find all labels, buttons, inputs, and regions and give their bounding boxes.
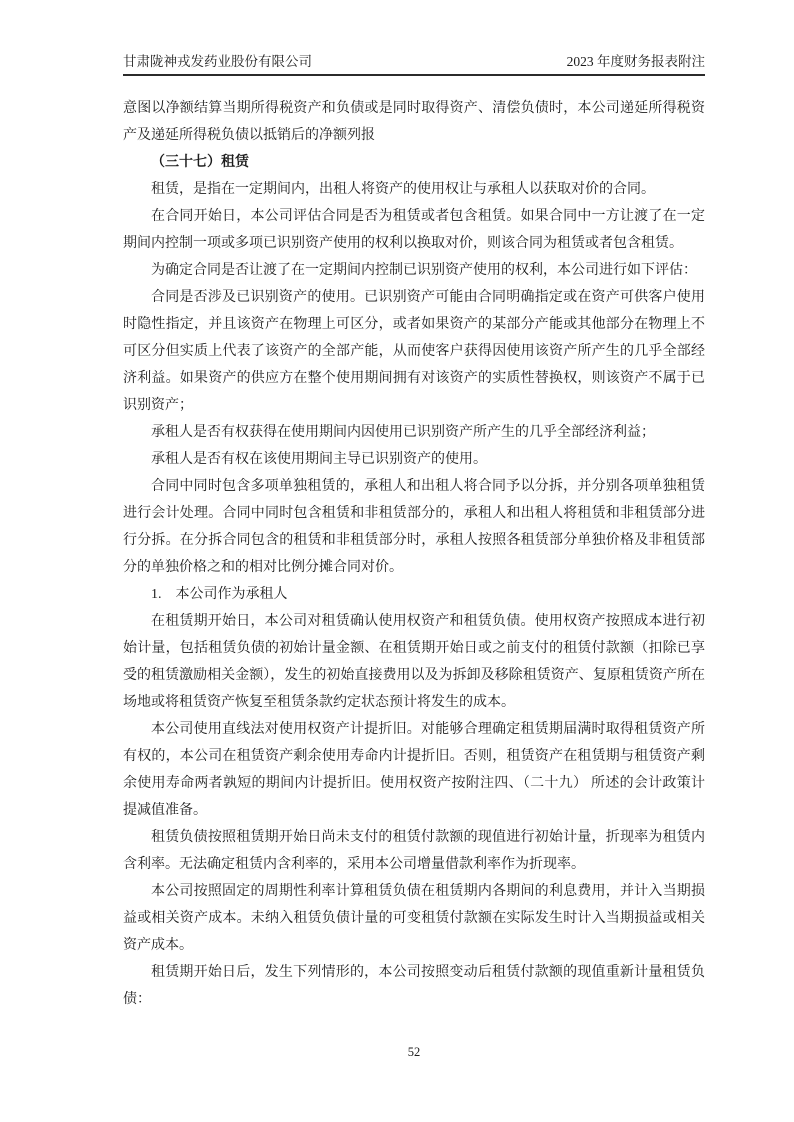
paragraph: 在租赁期开始日，本公司对租赁确认使用权资产和租赁负债。使用权资产按照成本进行初始计量，包括租赁负债的初始计量金额、在租赁期开始日或之前支付的租赁付款额（扣除已享受的租赁激励相关金额），发生的初始直接费用以及为拆卸及移除租赁资产、复原租赁资产所在场地或将租赁资产恢复至租赁条款约定状态预计将发生的成本。	[123, 614, 705, 710]
paragraph: 本公司按照固定的周期性利率计算租赁负债在租赁期内各期间的利息费用，并计入当期损益或相关资产成本。未纳入租赁负债计量的可变租赁付款额在实际发生时计入当期损益或相关资产成本。	[123, 884, 705, 953]
paragraph: 在合同开始日，本公司评估合同是否为租赁或者包含租赁。如果合同中一方让渡了在一定期间内控制一项或多项已识别资产使用的权利以换取对价，则该合同为租赁或者包含租赁。	[123, 209, 705, 251]
paragraph: 合同是否涉及已识别资产的使用。已识别资产可能由合同明确指定或在资产可供客户使用时隐性指定，并且该资产在物理上可区分，或者如果资产的某部分产能或其他部分在物理上不可区分但实质上代表了该资产的全部产能，从而使客户获得因使用该资产所产生的几乎全部经济利益。如果资产的供应方在整个使用期间拥有对该资产的实质性替换权，则该资产不属于已识别资产；	[123, 290, 705, 413]
paragraph: 承租人是否有权获得在使用期间内因使用已识别资产所产生的几乎全部经济利益；	[151, 425, 655, 440]
paragraph: 1. 本公司作为承租人	[151, 587, 288, 602]
header-rule	[123, 74, 705, 76]
document-body	[123, 95, 705, 1013]
header-doc-title: 2023 年度财务报表附注	[566, 54, 705, 69]
paragraph: 意图以净额结算当期所得税资产和负债或是同时取得资产、清偿负债时，本公司递延所得税资产及递延所得税负债以抵销后的净额列报	[123, 101, 705, 143]
page-header	[123, 0, 705, 76]
paragraph: 租赁，是指在一定期间内，出租人将资产的使用权让与承租人以获取对价的合同。	[151, 182, 655, 197]
page-footer	[123, 1044, 705, 1060]
header-company-name: 甘肃陇神戎发药业股份有限公司	[123, 54, 312, 69]
page-number: 52	[407, 1045, 421, 1059]
paragraph: 为确定合同是否让渡了在一定期间内控制已识别资产使用的权利，本公司进行如下评估：	[151, 263, 697, 278]
header-row	[123, 53, 705, 74]
paragraph: 租赁期开始日后，发生下列情形的，本公司按照变动后租赁付款额的现值重新计量租赁负债：	[123, 965, 705, 1007]
paragraph: 租赁负债按照租赁期开始日尚未支付的租赁付款额的现值进行初始计量，折现率为租赁内含利率。无法确定租赁内含利率的，采用本公司增量借款利率作为折现率。	[123, 830, 705, 872]
paragraph: 承租人是否有权在该使用期间主导已识别资产的使用。	[151, 452, 487, 467]
paragraph: 合同中同时包含多项单独租赁的，承租人和出租人将合同予以分拆，并分别各项单独租赁进行会计处理。合同中同时包含租赁和非租赁部分的，承租人和出租人将租赁和非租赁部分进行分拆。在分拆合同包含的租赁和非租赁部分时，承租人按照各租赁部分单独价格及非租赁部分的单独价格之和的相对比例分摊合同对价。	[123, 479, 705, 575]
section-heading: （三十七）租赁	[151, 155, 249, 170]
paragraph: 本公司使用直线法对使用权资产计提折旧。对能够合理确定租赁期届满时取得租赁资产所有权的，本公司在租赁资产剩余使用寿命内计提折旧。否则，租赁资产在租赁期与租赁资产剩余使用寿命两者孰短的期间内计提折旧。使用权资产按附注四、（二十九） 所述的会计政策计提减值准备。	[123, 722, 705, 818]
